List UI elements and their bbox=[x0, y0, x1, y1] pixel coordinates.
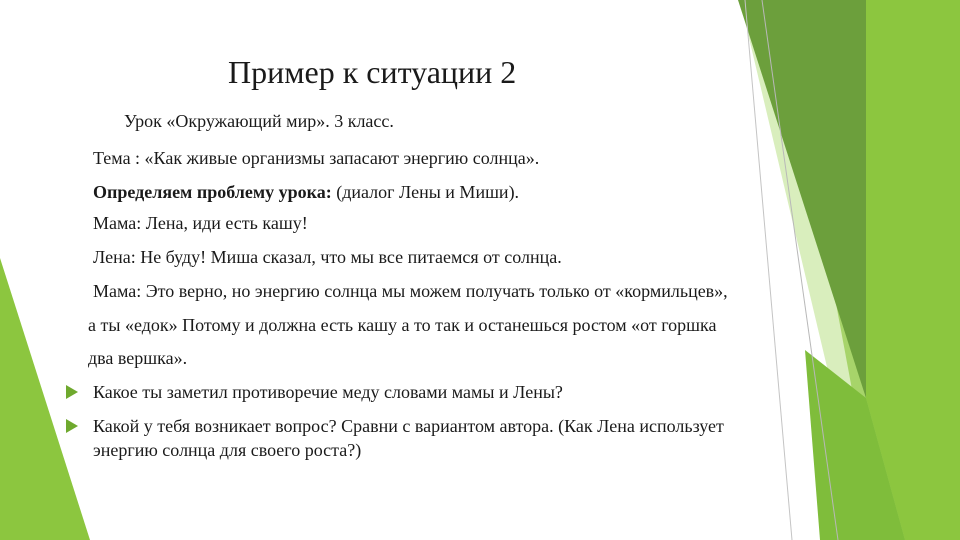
problem-text: (диалог Лены и Миши). bbox=[331, 182, 520, 202]
left-green-triangle bbox=[0, 258, 90, 540]
problem-line bbox=[93, 181, 519, 203]
dialog-line: а ты «едок» Потому и должна есть кашу а то так и останешься ростом «от горшка bbox=[88, 315, 717, 335]
bullet-item-text: Какое ты заметил противоречие меду словами мамы и Лены? bbox=[93, 382, 563, 402]
topic-line: Тема : «Как живые организмы запасают энергию солнца». bbox=[93, 148, 540, 168]
dialog-line: Мама: Это верно, но энергию солнца мы можем получать только от «кормильцев», bbox=[93, 281, 728, 301]
slide-title: Пример к ситуации 2 bbox=[228, 54, 517, 90]
dialog-line: Мама: Лена, иди есть кашу! bbox=[93, 213, 308, 233]
bullet-arrow-icon bbox=[66, 385, 78, 399]
dialog-line: Лена: Не буду! Миша сказал, что мы все питаемся от солнца. bbox=[93, 247, 562, 267]
problem-label: Определяем проблему урока: bbox=[93, 182, 332, 202]
dialog-line: два вершка». bbox=[88, 348, 188, 368]
lesson-line: Урок «Окружающий мир». 3 класс. bbox=[124, 111, 394, 131]
bullet-arrow-icon bbox=[66, 419, 78, 433]
bullet-item-text: энергию солнца для своего роста?) bbox=[93, 440, 362, 460]
bullet-item-text: Какой у тебя возникает вопрос? Сравни с вариантом автора. (Как Лена использует bbox=[93, 416, 724, 436]
